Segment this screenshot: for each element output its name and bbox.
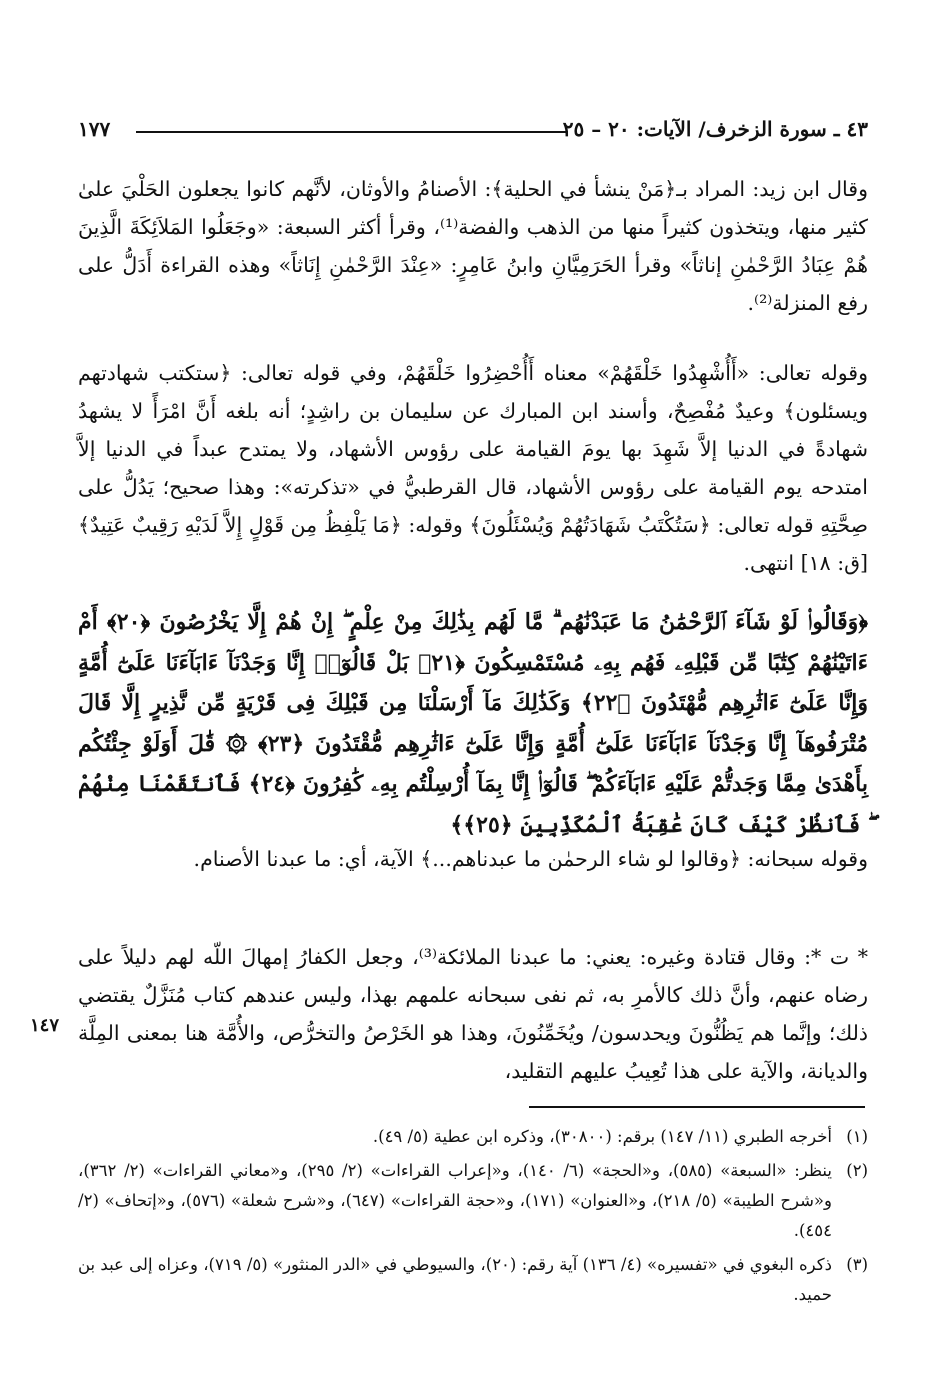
margin-page-number: ١٤٧ <box>30 1015 60 1036</box>
quran-verses: ﴿وَقَالُوا۟ لَوْ شَآءَ ٱلرَّحْمَٰنُ مَا عَبَدْنَٰهُم ۗ مَّا لَهُم بِذَٰلِكَ مِنْ عِلْمٍ ۖ إِنْ هُمْ إِلَّا يَخْرُصُونَ ﴿٢٠﴾ أَمْ ءَاتَيْنَٰهُمْ كِتَٰبًا مِّن قَبْلِهِۦ فَهُم بِهِۦ مُسْتَمْسِكُونَ ﴿٢١﴾ بَلْ قَالُوٓا۟ إِنَّا وَجَدْنَآ ءَابَآءَنَا عَلَىٰٓ أُمَّةٍ وَإِنَّا عَلَىٰٓ ءَاثَٰرِهِم مُّهْتَدُونَ ﴿٢٢﴾ وَكَذَٰلِكَ مَآ أَرْسَلْنَا مِن قَبْلِكَ فِى قَرْيَةٍ مِّن نَّذِيرٍ إِلَّا قَالَ مُتْرَفُوهَآ إِنَّا وَجَدْنَآ ءَابَآءَنَا عَلَىٰٓ أُمَّةٍ وَإِنَّا عَلَىٰٓ ءَاثَٰرِهِم مُّقْتَدُونَ ﴿٢٣﴾ ۞ قَٰلَ أَوَلَوْ جِئْتُكُم بِأَهْدَىٰ مِمَّا وَجَدتُّمْ عَلَيْهِ ءَابَآءَكُمْ ۖ قَالُوٓا۟ إِنَّا بِمَآ أُرْسِلْتُم بِهِۦ كَٰفِرُونَ ﴿٢٤﴾ فَٱنتَقَمْنَا مِنْهُمْ ۖ فَٱنظُرْ كَيْفَ كَانَ عَٰقِبَةُ ٱلْمُكَذِّبِينَ ﴿٢٥﴾﴾ <box>78 609 869 838</box>
page-header <box>78 113 868 149</box>
footnote <box>78 1250 868 1310</box>
footnote-number: (٢) <box>846 1161 868 1180</box>
footnote <box>78 1156 868 1246</box>
paragraph-3: وقوله سبحانه: ﴿وقالوا لو شاء الرحمٰن ما عبدناهم...﴾ الآية، أي: ما عبدنا الأصنام. <box>193 847 868 871</box>
header-title: ٤٣ ـ سورة الزخرف/ الآيات: ٢٠ – ٢٥ <box>562 117 868 141</box>
paragraph-4: * ت *: وقال قتادة وغيره: يعني: ما عبدنا الملائكة⁽³⁾، وجعل الكفارُ إمهالَ اللّه لهم دليلاً على رضاه عنهم، وأنَّ ذلك كالأمرِ به، ثم نفى سبحانه علمهم بهذا، وليس عندهم كتاب مُنَزَّلٌ يقتضي ذلك؛ وإنَّما هم يَظُنُّونَ ويحدسون/ ويُخَمِّنُونَ، وهذا هو الخَرْصُ والتخرُّص، والأُمَّة هنا بمعنى المِلَّة والديانة، والآية على هذا تُعِيبُ عليهم التقليد، <box>78 945 868 1083</box>
footnote-rule <box>529 1106 865 1108</box>
footnote-text: ينظر: «السبعة» (٥٨٥)، و«الحجة» (٦/ ١٤٠)، و«إعراب القراءات» (٢/ ٢٩٥)، و«معاني القراءات» (٢/ ٣٦٢)، و«شرح الطيبة» (٥/ ٢١٨)، و«العنوان» (١٧١)، و«حجة القراءات» (٦٤٧)، و«شرح شعلة» (٥٧٦)، و«إتحاف» (٢/ ٤٥٤). <box>78 1161 832 1240</box>
footnote-number: (١) <box>846 1127 868 1146</box>
footnote <box>78 1122 868 1152</box>
footnotes <box>78 1122 868 1314</box>
header-rule <box>136 131 568 133</box>
footnote-text: ذكره البغوي في «تفسيره» (٤/ ١٣٦) آية رقم: (٢٠)، والسيوطي في «الدر المنثور» (٥/ ٧١٩)، وعزاه إلى عبد بن حميد. <box>78 1255 832 1304</box>
footnote-text: أخرجه الطبري (١١/ ١٤٧) برقم: (٣٠٨٠٠)، وذكره ابن عطية (٥/ ٤٩). <box>372 1127 832 1146</box>
footnote-number: (٣) <box>846 1255 868 1274</box>
paragraph-1: وقال ابن زيد: المراد بـ﴿مَنْ ينشأ في الحلية﴾: الأصنامُ والأوثان، لأنَّهم كانوا يجعلون الحَلْيَ علىٰ كثير منها، ويتخذون كثيراً منها من الذهب والفضة⁽¹⁾، وقرأ أكثر السبعة: «وجَعَلُوا المَلاَئِكَةَ الَّذِينَ هُمْ عِبَادُ الرَّحْمٰنِ إناثاً» وقرأ الحَرَمِيَّانِ وابنُ عَامِرٍ: «عِنْدَ الرَّحْمٰنِ إِنَاثاً» وهذه القراءة أَدَلُّ على رفع المنزلة⁽²⁾. <box>78 177 868 315</box>
page-number: ١٧٧ <box>78 117 111 141</box>
paragraph-2: وقوله تعالى: «أَأُشْهِدُوا خَلْقَهُمْ» معناه أَأُحْضِرُوا خَلْقَهُمْ، وفي قوله تعالى: ﴿ستكتب شهادتهم ويسئلون﴾ وعيدٌ مُفْصِحٌ، وأسند ابن المبارك عن سليمان بن راشِدٍ؛ أنه بلغه أَنَّ امْرَأً لا يشهدُ شهادةً في الدنيا إلاَّ شَهِدَ بها يومَ القيامة على رؤوس الأشهاد، ولا يمتدح عبداً في الدنيا إلاَّ امتدحه يوم القيامة على رؤوس الأشهاد، قال القرطبيُّ في «تذكرته»: وهذا صحيح؛ يَدُلُّ على صِحَّتِهِ قوله تعالى: ﴿سَتُكْتَبُ شَهَادَتُهُمْ وَيُسْئَلُونَ﴾ وقوله: ﴿مَا يَلْفِظُ مِن قَوْلٍ إِلاَّ لَدَيْهِ رَقِيبٌ عَتِيدٌ﴾ [ق: ١٨] انتهى. <box>78 361 868 575</box>
